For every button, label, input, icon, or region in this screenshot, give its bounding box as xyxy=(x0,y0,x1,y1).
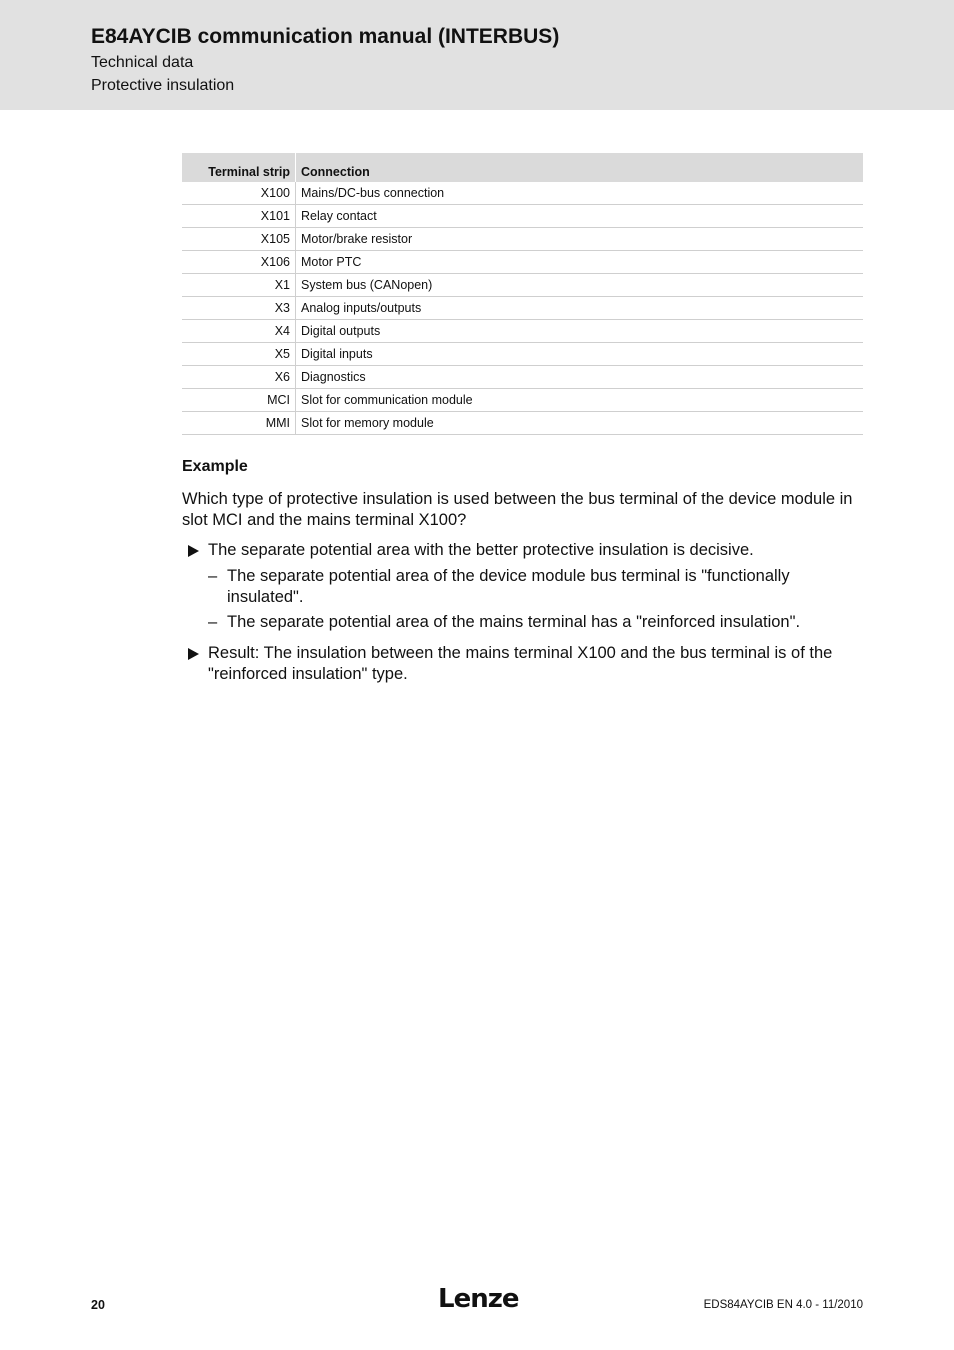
connection-cell: Relay contact xyxy=(296,205,864,228)
dash-marker: – xyxy=(208,567,218,585)
document-title: E84AYCIB communication manual (INTERBUS) xyxy=(91,25,560,48)
column-header-terminal-strip: Terminal strip xyxy=(182,153,296,182)
connection-cell: Mains/DC-bus connection xyxy=(296,182,864,205)
table-row xyxy=(182,182,863,205)
connection-cell: Motor/brake resistor xyxy=(296,228,864,251)
terminal-cell: MMI xyxy=(182,412,296,435)
dash-marker: – xyxy=(208,613,218,631)
connection-cell: Slot for communication module xyxy=(296,389,864,412)
table-row xyxy=(182,343,863,366)
sub-item-text: The separate potential area of the device module bus terminal is "functionally insulated". xyxy=(227,567,790,606)
triangle-bullet-icon xyxy=(188,545,199,557)
terminal-cell: X6 xyxy=(182,366,296,389)
terminal-cell: X106 xyxy=(182,251,296,274)
connection-cell: Digital outputs xyxy=(296,320,864,343)
bullet-text: Result: The insulation between the mains terminal X100 and the bus terminal is of the "reinforced insulation" type. xyxy=(208,644,833,683)
connection-cell: Diagnostics xyxy=(296,366,864,389)
table-header-row xyxy=(182,153,863,182)
table-row xyxy=(182,228,863,251)
triangle-bullet-icon xyxy=(188,648,199,660)
table-row xyxy=(182,412,863,435)
terminal-cell: MCI xyxy=(182,389,296,412)
connection-cell: Motor PTC xyxy=(296,251,864,274)
page-header xyxy=(0,0,954,110)
terminal-cell: X4 xyxy=(182,320,296,343)
section-title: Protective insulation xyxy=(91,77,235,94)
table-row xyxy=(182,366,863,389)
connection-cell: Analog inputs/outputs xyxy=(296,297,864,320)
table-row xyxy=(182,205,863,228)
connection-cell: System bus (CANopen) xyxy=(296,274,864,297)
terminal-cell: X1 xyxy=(182,274,296,297)
example-question: Which type of protective insulation is used between the bus terminal of the device module in slot MCI and the mains terminal X100? xyxy=(182,490,853,529)
chapter-title: Technical data xyxy=(91,54,194,71)
table-row xyxy=(182,320,863,343)
bullet-text: The separate potential area with the better protective insulation is decisive. xyxy=(208,541,754,559)
connection-cell: Slot for memory module xyxy=(296,412,864,435)
connection-cell: Digital inputs xyxy=(296,343,864,366)
terminal-table xyxy=(182,153,863,435)
terminal-cell: X101 xyxy=(182,205,296,228)
column-header-connection: Connection xyxy=(296,153,864,182)
terminal-cell: X5 xyxy=(182,343,296,366)
table-row xyxy=(182,297,863,320)
sub-item-text: The separate potential area of the mains terminal has a "reinforced insulation". xyxy=(227,613,801,631)
table-row xyxy=(182,274,863,297)
document-reference: EDS84AYCIB EN 4.0 - 11/2010 xyxy=(703,1299,863,1311)
table-row xyxy=(182,389,863,412)
terminal-cell: X105 xyxy=(182,228,296,251)
page-number: 20 xyxy=(91,1298,105,1312)
terminal-cell: X100 xyxy=(182,182,296,205)
lenze-logo: Lenze xyxy=(438,1284,519,1314)
terminal-cell: X3 xyxy=(182,297,296,320)
table-row xyxy=(182,251,863,274)
example-heading: Example xyxy=(182,458,248,475)
